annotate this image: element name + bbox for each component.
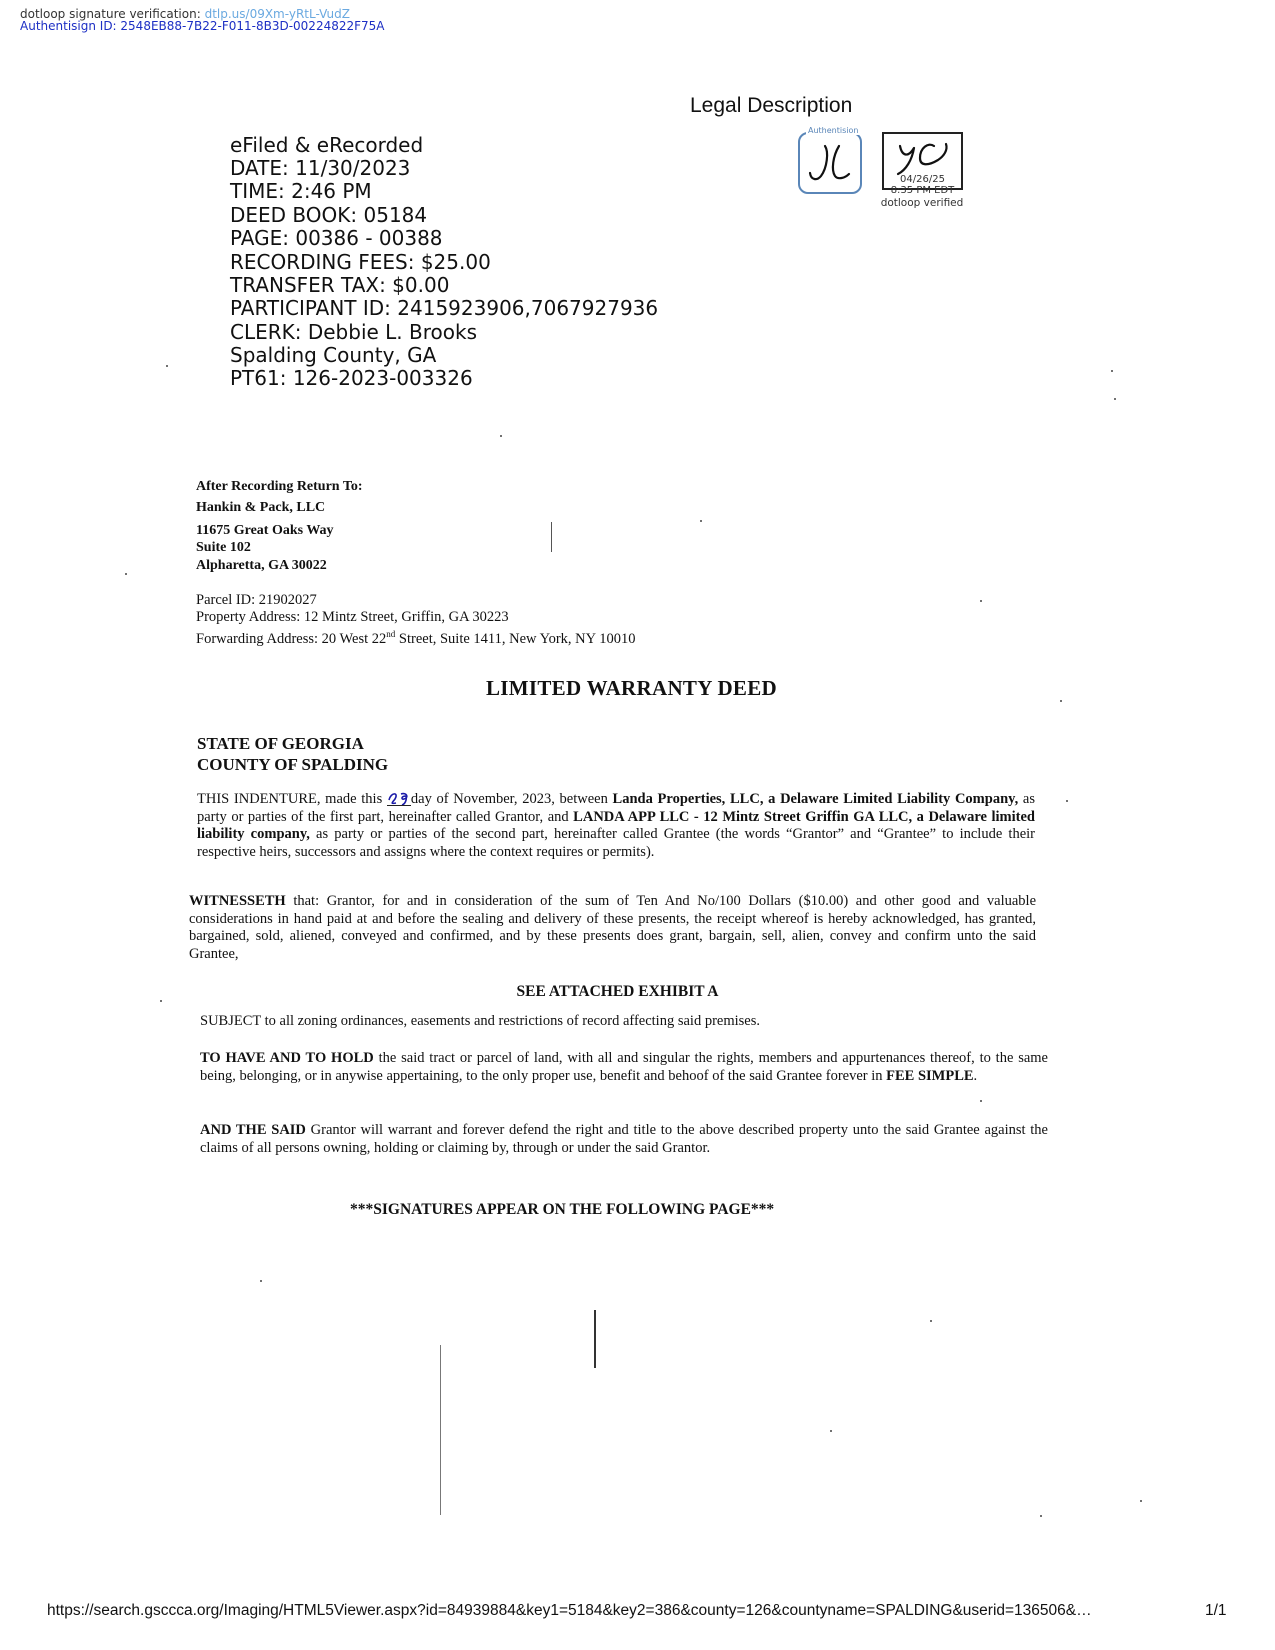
deed-title-text: LIMITED WARRANTY DEED [485,676,777,700]
grantor-name: Landa Properties, LLC, a Delaware Limited Liability Company, [612,791,1019,807]
stamp-line: CLERK: Debbie L. Brooks [230,320,478,344]
initials-timestamp [884,174,961,196]
scan-artifact-line [440,1345,441,1515]
fee-simple: FEE SIMPLE [886,1067,974,1084]
warranty-heading: AND THE SAID [200,1122,306,1138]
deed-title [0,676,1275,701]
stamp-line: RECORDING FEES: $25.00 [230,250,491,274]
witnesseth-text: that: Grantor, for and in consideration of the sum of Ten And No/100 Dollars ($10.00) and other good and valuable considerations in hand paid at and before the sealing and delivery of these presents, the receipt whereof is hereby acknowledged, has granted, bargained, sold, aliened, conveyed and confirmed, and by these presents does grant, bargain, sell, alien, convey and confirm unto the said Grantee, [189,893,1036,962]
habendum-text: . [973,1067,978,1084]
footer-page-number: 1/1 [1205,1602,1227,1619]
signatures-notice: ***SIGNATURES APPEAR ON THE FOLLOWING PAGE*** [350,1201,775,1218]
authentisign-id: Authentisign ID: 2548EB88-7B22-F011-8B3D-00224822F75A [20,19,385,33]
warranty-paragraph [200,1122,1048,1157]
verification-label: dotloop signature verification: [20,7,201,21]
stamp-line: DATE: 11/30/2023 [230,156,411,180]
initials-box-tag: Authentision [808,126,859,135]
stamp-line: eFiled & eRecorded [230,133,424,157]
footer-url: https://search.gsccca.org/Imaging/HTML5Viewer.aspx?id=84939884&key1=5184&key2=386&county=126&countyname=SPALDING&userid=136506&… [47,1602,1092,1619]
see-attached-exhibit [0,983,1275,1001]
witnesseth-heading: WITNESSETH [189,893,286,909]
see-attached-text: SEE ATTACHED EXHIBIT A [516,983,719,1000]
stamp-line: TIME: 2:46 PM [230,179,372,203]
property-address: Property Address: 12 Mintz Street, Griffin, GA 30223 [196,609,509,625]
stamp-line: TRANSFER TAX: $0.00 [230,273,450,297]
return-to-street: 11675 Great Oaks Way [196,523,334,538]
initials-time: 8:35 PM EDT [890,185,955,196]
verification-link[interactable]: dtlp.us/09Xm-yRtL-VudZ [204,7,350,21]
initials-signature-yc [894,136,952,176]
indenture-text: as party or parties of the second part, hereinafter called Grantee (the words “Grantor” and “Grantee” to include their respective heirs, successors and assigns where the context requires or permits). [197,826,1035,860]
authentisign-initials-box[interactable] [798,126,862,194]
warranty-text: Grantor will warrant and forever defend the right and title to the above described property unto the said Grantee against the claims of all persons owning, holding or claiming by, through or under the said Grantor. [200,1122,1048,1156]
return-to-city: Alpharetta, GA 30022 [196,558,327,573]
stamp-line: PAGE: 00386 - 00388 [230,226,443,250]
habendum-paragraph [200,1050,1048,1085]
forwarding-address [196,626,635,648]
subject-paragraph: SUBJECT to all zoning ordinances, easements and restrictions of record affecting said premises. [200,1013,760,1029]
stamp-line: PT61: 126-2023-003326 [230,366,473,390]
handwritten-day [387,790,411,806]
stamp-line: PARTICIPANT ID: 2415923906,7067927936 [230,296,659,320]
dotloop-initials-box[interactable] [882,132,963,196]
witnesseth-paragraph [189,893,1036,963]
scan-artifact-line [551,522,552,552]
forwarding-sup: nd [386,629,396,639]
return-to-heading: After Recording Return To: [196,479,363,494]
grantee-name: LANDA APP LLC - 12 Mintz Street Griffin GA LLC, a Delaware limited liability company, [197,808,1035,842]
stamp-line: DEED BOOK: 05184 [230,203,428,227]
dotloop-verified-label: dotloop verified [880,197,964,209]
parcel-id: Parcel ID: 21902027 [196,592,317,608]
initials-signature-jl [805,140,855,186]
scan-artifact-line [594,1310,596,1368]
indenture-text: THIS INDENTURE, made this [197,791,387,807]
indenture-paragraph [197,790,1035,861]
return-to-suite: Suite 102 [196,540,251,555]
habendum-text: the said tract or parcel of land, with all and singular the rights, members and appurtenances thereof, to the same being, belonging, or in anywise appertaining, to the only proper use, benefit and behoof of the said Grantee forever in [200,1050,1048,1084]
return-to-firm: Hankin & Pack, LLC [196,500,326,515]
county-line: COUNTY OF SPALDING [197,755,389,774]
stamp-line: Spalding County, GA [230,343,437,367]
legal-description-title: Legal Description [690,94,853,117]
habendum-heading: TO HAVE AND TO HOLD [200,1050,374,1066]
state-line: STATE OF GEORGIA [197,734,364,753]
indenture-text: as party or parties of the first part, hereinafter called Grantor, and [197,791,1035,825]
initials-date: 04/26/25 [900,174,945,185]
forwarding-suffix: Street, Suite 1411, New York, NY 10010 [395,630,636,647]
indenture-text: day of November, 2023, between [410,791,613,807]
forwarding-prefix: Forwarding Address: 20 West 22 [196,630,387,647]
